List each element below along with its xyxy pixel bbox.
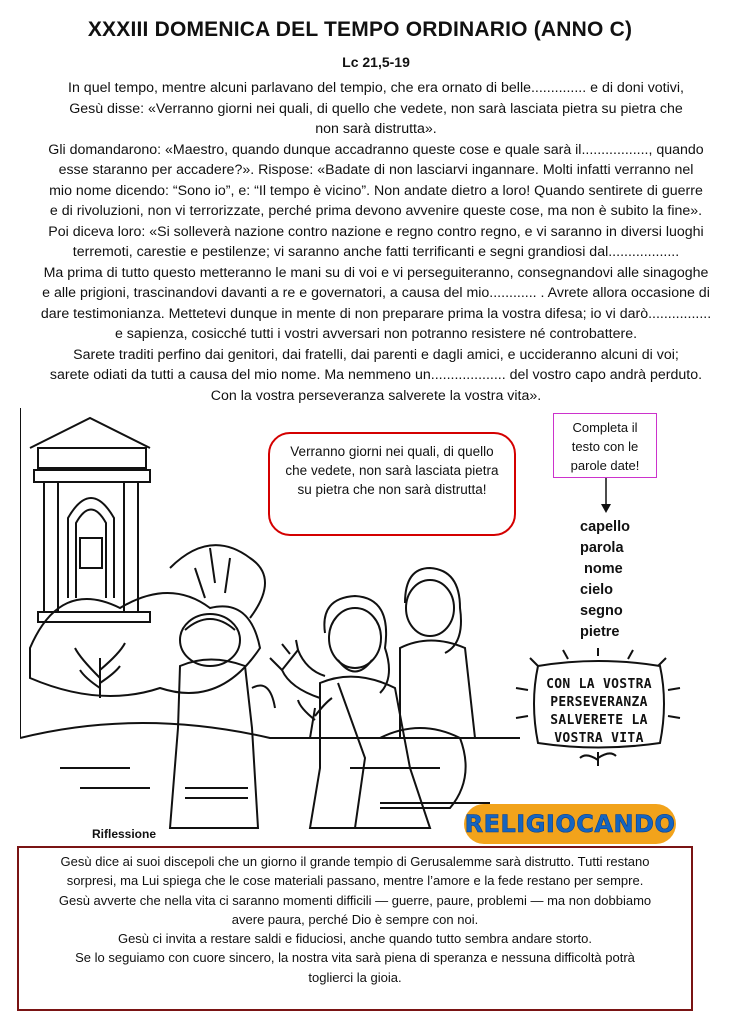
gospel-line: In quel tempo, mentre alcuni parlavano del tempio, che era ornato di belle.............. e di doni votivi,: [68, 80, 684, 96]
logo-text: RELIGIOCANDO: [464, 810, 676, 838]
gospel-line: Poi diceva loro: «Si solleverà nazione contro nazione e regno contro regno, e vi saranno in diversi luoghi: [48, 223, 704, 240]
reflection-box: [17, 846, 693, 1011]
gospel-line: mio nome dicendo: “Sono io”, e: “Il tempo è vicino”. Non andate dietro a loro! Quando sentirete di guerre: [49, 182, 703, 199]
word-bank-item: parola: [580, 540, 624, 556]
gospel-line: dare testimonianza. Mettetevi dunque in mente di non preparare prima la vostra difesa; io vi darò................: [40, 305, 712, 322]
word-bank: [580, 517, 630, 643]
gospel-line: e sapienza, cosicché tutti i vostri avversari non potranno resistere né controbattere.: [114, 326, 638, 342]
reflection-label: Riflessione: [92, 827, 157, 841]
reflection-line: sorpresi, ma Lui spiega che le cose materiali passano, mentre l’amore e la fede restano per sempre.: [66, 873, 644, 889]
gospel-line: non sarà distrutta».: [315, 121, 437, 137]
reflection-line: Gesù ci invita a restare saldi e fiduciosi, anche quando tutto sembra andare storto.: [117, 931, 593, 947]
gospel-line: Con la vostra perseveranza salverete la vostra vita».: [210, 387, 542, 404]
gospel-line: terremoti, carestie e pestilenze; vi saranno anche fatti terrificanti e segni grandiosi dal..................: [72, 244, 680, 260]
gospel-line: Ma prima di tutto questo metteranno le mani su di voi e vi perseguiteranno, consegnandovi alle sinagoghe: [43, 264, 709, 281]
arrow-down-icon: [599, 478, 613, 514]
word-bank-item: segno: [580, 603, 623, 619]
gospel-line: e alle prigioni, trascinandovi davanti a re e governatori, a causa del mio............ . Avrete allora occasione di: [42, 285, 710, 301]
reflection-line: Gesù dice ai suoi discepoli che un giorno il grande tempio di Gerusalemme sarà distrutto. Tutti restano: [60, 854, 650, 869]
gospel-line: Gesù disse: «Verranno giorni nei quali, di quello che vedete, non sarà lasciata pietra su pietra che: [69, 100, 683, 117]
gospel-line: Sarete traditi perfino dai genitori, dai fratelli, dai parenti e dagli amici, e uccideranno alcuni di voi;: [73, 346, 679, 363]
word-bank-item: cielo: [580, 582, 614, 598]
badge-line: SALVERETE LA: [550, 713, 648, 728]
gospel-line: Gli domandarono: «Maestro, quando dunque accadranno queste cose e quale sarà il................., quando: [48, 141, 704, 158]
religiocando-logo: [464, 804, 676, 844]
gospel-line: e di rivoluzioni, non vi terrorizzate, perché prima devono avvenire queste cose, ma non è subito la fine».: [49, 203, 703, 219]
perseverance-badge-text: [536, 676, 662, 748]
badge-line: CON LA VOSTRA: [546, 677, 652, 692]
reflection-line: toglierci la gioia.: [308, 969, 402, 985]
badge-line: PERSEVERANZA: [550, 695, 648, 710]
reflection-line: avere paura, perché Dio è sempre con noi.: [231, 911, 479, 927]
page-title: XXXIII DOMENICA DEL TEMPO ORDINARIO (ANNO C): [87, 18, 633, 41]
speech-bubble: Verranno giorni nei quali, di quello che vedete, non sarà lasciata pietra su pietra che non sarà distrutta!: [268, 432, 516, 536]
word-bank-item: pietre: [580, 624, 620, 640]
badge-line: VOSTRA VITA: [554, 731, 644, 746]
instruction-box: Completa il testo con le parole date!: [553, 413, 657, 478]
gospel-line: sarete odiati da tutti a causa del mio nome. Ma nemmeno un................... del vostro capo andrà perduto.: [49, 367, 703, 383]
word-bank-item: capello: [580, 519, 630, 535]
gospel-text: [6, 78, 746, 406]
word-bank-item: nome: [580, 561, 623, 577]
reflection-line: Gesù avverte che nella vita ci saranno momenti difficili — guerre, paure, problemi — ma non dobbiamo: [58, 892, 652, 908]
reflection-line: Se lo seguiamo con cuore sincero, la nostra vita sarà piena di speranza e nessuna difficoltà potrà: [75, 950, 635, 966]
gospel-line: esse staranno per accadere?». Rispose: «Badate di non lasciarvi ingannare. Molti infatti verranno nel: [58, 162, 694, 178]
gospel-reference: Lc 21,5-19: [342, 54, 410, 70]
